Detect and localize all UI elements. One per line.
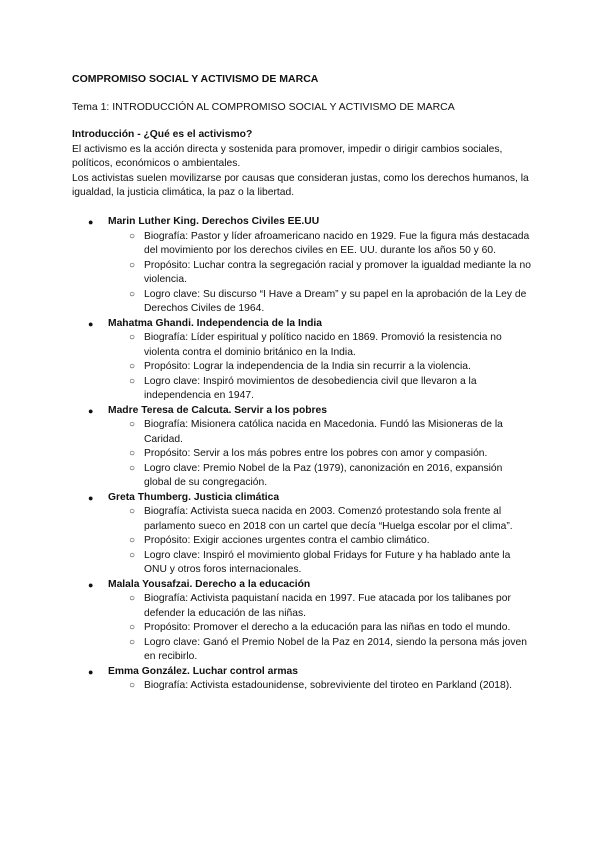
intro-heading: Introducción - ¿Qué es el activismo? xyxy=(72,129,253,140)
detail-text: Propósito: Servir a los más pobres entre los pobres con amor y compasión. xyxy=(144,448,488,459)
detail-item xyxy=(108,462,532,491)
activist-details xyxy=(108,230,532,317)
document-body xyxy=(72,72,532,694)
activist-name: Greta Thumberg. Justicia climática xyxy=(108,491,280,503)
activist-details xyxy=(108,418,532,491)
detail-item xyxy=(108,360,532,375)
detail-item xyxy=(108,259,532,288)
circle-bullet-icon: ○ xyxy=(129,680,136,691)
detail-text: Biografía: Misionera católica nacida en Macedonia. Fundó las Misioneras de la Caridad. xyxy=(144,419,503,445)
document-title: COMPROMISO SOCIAL Y ACTIVISMO DE MARCA xyxy=(72,73,319,85)
circle-bullet-icon: ○ xyxy=(129,506,136,517)
activist-details xyxy=(108,505,532,578)
detail-text: Propósito: Exigir acciones urgentes contra el cambio climático. xyxy=(144,535,430,546)
activist-details xyxy=(108,331,532,404)
circle-bullet-icon: ○ xyxy=(129,361,136,372)
circle-bullet-icon: ○ xyxy=(129,462,136,474)
activist-name: Marin Luther King. Derechos Civiles EE.UU xyxy=(108,216,320,227)
topic-title: Tema 1: INTRODUCCIÓN AL COMPROMISO SOCIAL Y ACTIVISMO DE MARCA xyxy=(72,101,455,113)
detail-text: Logro clave: Ganó el Premio Nobel de la Paz en 2014, siendo la persona más joven en recibirlo. xyxy=(144,636,527,662)
detail-text: Propósito: Lograr la independencia de la India sin recurrir a la violencia. xyxy=(144,361,471,372)
activist-name: Emma González. Luchar control armas xyxy=(108,665,298,677)
activist-item xyxy=(72,578,532,665)
detail-text: Propósito: Luchar contra la segregación racial y promover la igualdad mediante la no violencia. xyxy=(144,259,531,285)
circle-bullet-icon: ○ xyxy=(129,419,136,430)
detail-item xyxy=(108,418,532,447)
activist-details xyxy=(108,679,532,694)
detail-text: Biografía: Pastor y líder afroamericano nacido en 1929. Fue la figura más destacada del movimiento por los derechos civiles en EE. UU. durante los años 50 y 60. xyxy=(144,230,530,256)
bullet-icon: ● xyxy=(88,318,94,329)
activist-details xyxy=(108,592,532,665)
detail-item xyxy=(108,230,532,259)
circle-bullet-icon: ○ xyxy=(129,375,136,387)
detail-item xyxy=(108,375,532,404)
detail-text: Biografía: Activista sueca nacida en 2003. Comenzó protestando sola frente al parlamento sueco en 2018 con un cartel que decía “Huelga escolar por el clima”. xyxy=(144,506,513,532)
activist-item xyxy=(72,317,532,404)
activist-list xyxy=(72,215,532,694)
detail-item xyxy=(108,549,532,578)
bullet-icon: ● xyxy=(88,217,94,227)
spacer xyxy=(72,201,532,216)
circle-bullet-icon: ○ xyxy=(129,288,136,300)
activist-name: Malala Yousafzai. Derecho a la educación xyxy=(108,578,311,590)
activist-item xyxy=(72,665,532,694)
bullet-icon: ● xyxy=(88,666,94,677)
circle-bullet-icon: ○ xyxy=(129,549,136,561)
activist-name: Mahatma Ghandi. Independencia de la India xyxy=(108,317,322,329)
detail-item xyxy=(108,534,532,549)
circle-bullet-icon: ○ xyxy=(129,448,136,459)
activist-item xyxy=(72,491,532,578)
circle-bullet-icon: ○ xyxy=(129,230,136,242)
detail-text: Logro clave: Premio Nobel de la Paz (1979), canonización en 2016, expansión global de su congregación. xyxy=(144,462,503,488)
detail-text: Logro clave: Inspiró el movimiento global Fridays for Future y ha hablado ante la ONU y otros foros internacionales. xyxy=(144,549,511,575)
activist-item xyxy=(72,215,532,317)
detail-item xyxy=(108,331,532,360)
activist-item xyxy=(72,404,532,491)
detail-item xyxy=(108,447,532,462)
circle-bullet-icon: ○ xyxy=(129,332,136,343)
detail-text: Logro clave: Su discurso “I Have a Dream” y su papel en la aprobación de la Ley de Derechos Civiles de 1964. xyxy=(144,288,527,314)
intro-paragraph: Los activistas suelen movilizarse por causas que consideran justas, como los derechos humanos, la igualdad, la justicia climática, la paz o la libertad. xyxy=(72,172,529,198)
circle-bullet-icon: ○ xyxy=(129,259,136,271)
detail-item xyxy=(108,288,532,317)
activist-name: Madre Teresa de Calcuta. Servir a los pobres xyxy=(108,404,327,416)
detail-item xyxy=(108,679,532,694)
circle-bullet-icon: ○ xyxy=(129,593,136,604)
detail-text: Biografía: Líder espiritual y político nacido en 1869. Promovió la resistencia no violenta contra el dominio británico en la India. xyxy=(144,332,502,358)
detail-item xyxy=(108,592,532,621)
detail-text: Biografía: Activista paquistaní nacida en 1997. Fue atacada por los talibanes por defender la educación de las niñas. xyxy=(144,593,511,619)
bullet-icon: ● xyxy=(88,405,94,416)
intro-paragraph: El activismo es la acción directa y sostenida para promover, impedir o dirigir cambios sociales, políticos, económicos o ambientales. xyxy=(72,143,503,169)
detail-text: Biografía: Activista estadounidense, sobreviviente del tiroteo en Parkland (2018). xyxy=(144,680,513,691)
circle-bullet-icon: ○ xyxy=(129,636,136,648)
bullet-icon: ● xyxy=(88,579,94,590)
circle-bullet-icon: ○ xyxy=(129,535,136,546)
detail-item xyxy=(108,505,532,534)
detail-text: Logro clave: Inspiró movimientos de desobediencia civil que llevaron a la independencia en 1947. xyxy=(144,375,477,401)
circle-bullet-icon: ○ xyxy=(129,622,136,633)
bullet-icon: ● xyxy=(88,492,94,503)
detail-text: Propósito: Promover el derecho a la educación para las niñas en todo el mundo. xyxy=(144,622,511,633)
detail-item xyxy=(108,636,532,665)
detail-item xyxy=(108,621,532,636)
